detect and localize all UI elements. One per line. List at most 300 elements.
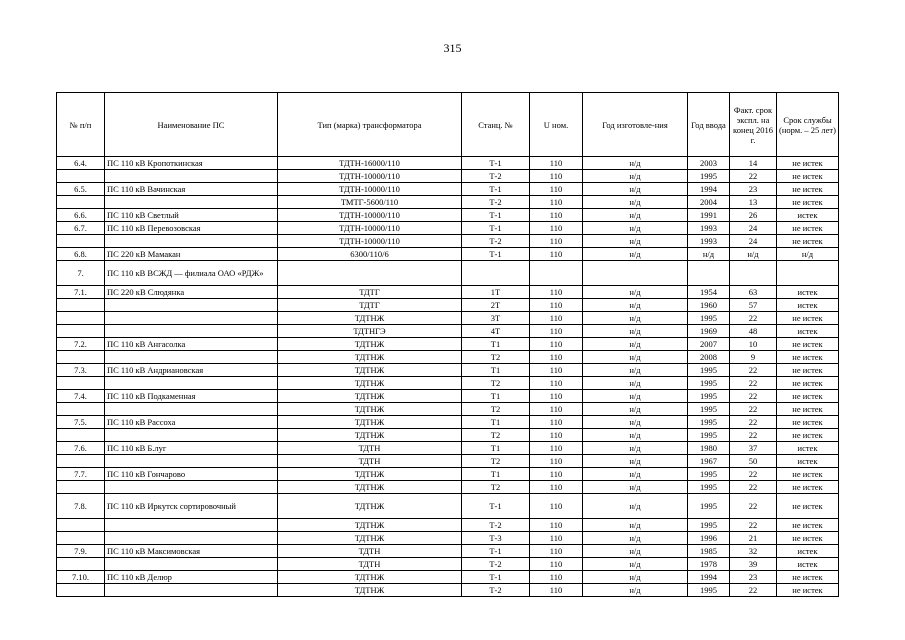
cell-commission-year: 1967 xyxy=(688,455,730,468)
table-row xyxy=(57,325,839,338)
cell-transformer-type: ТДТНЖ xyxy=(278,390,462,403)
cell-substation-name xyxy=(105,584,278,597)
cell-manufacture-year: н/д xyxy=(583,558,688,571)
cell-nominal-voltage: 110 xyxy=(530,286,583,299)
cell-substation-name: ПС 110 кВ Максимовская xyxy=(105,545,278,558)
cell-station-number: 3Т xyxy=(462,312,530,325)
cell-commission-year: 1993 xyxy=(688,222,730,235)
cell-manufacture-year: н/д xyxy=(583,455,688,468)
cell-actual-service-term: 24 xyxy=(730,222,777,235)
cell-transformer-type: ТДТНГЭ xyxy=(278,325,462,338)
cell-commission-year: 1969 xyxy=(688,325,730,338)
cell-manufacture-year: н/д xyxy=(583,338,688,351)
cell-manufacture-year: н/д xyxy=(583,157,688,170)
cell-service-life: не истек xyxy=(777,390,839,403)
cell-number: 6.4. xyxy=(57,157,105,170)
cell-actual-service-term: 22 xyxy=(730,481,777,494)
cell-nominal-voltage: 110 xyxy=(530,403,583,416)
table-row xyxy=(57,403,839,416)
cell-substation-name xyxy=(105,429,278,442)
table-row xyxy=(57,571,839,584)
cell-number: 7.2. xyxy=(57,338,105,351)
cell-station-number: Т1 xyxy=(462,416,530,429)
cell-commission-year: 1993 xyxy=(688,235,730,248)
cell-number xyxy=(57,532,105,545)
cell-number xyxy=(57,235,105,248)
cell-number xyxy=(57,170,105,183)
cell-substation-name xyxy=(105,312,278,325)
cell-substation-name xyxy=(105,377,278,390)
table-row xyxy=(57,170,839,183)
cell-substation-name: ПС 110 кВ Вачинская xyxy=(105,183,278,196)
cell-actual-service-term: 48 xyxy=(730,325,777,338)
table-row xyxy=(57,390,839,403)
cell-actual-service-term: 22 xyxy=(730,468,777,481)
cell-number xyxy=(57,481,105,494)
cell-commission-year: 1995 xyxy=(688,312,730,325)
cell-nominal-voltage: 110 xyxy=(530,157,583,170)
table-row xyxy=(57,455,839,468)
cell-service-life: не истек xyxy=(777,532,839,545)
table-row xyxy=(57,442,839,455)
cell-manufacture-year: н/д xyxy=(583,429,688,442)
cell-number xyxy=(57,403,105,416)
cell-service-life: не истек xyxy=(777,416,839,429)
cell-number xyxy=(57,377,105,390)
cell-nominal-voltage: 110 xyxy=(530,519,583,532)
header-transformer-type: Тип (марка) трансформатора xyxy=(278,93,462,157)
cell-transformer-type: ТДТНЖ xyxy=(278,338,462,351)
cell-number xyxy=(57,519,105,532)
cell-actual-service-term: 22 xyxy=(730,429,777,442)
cell-substation-name: ПС 110 кВ ВСЖД — филиала ОАО «РДЖ» xyxy=(105,261,278,286)
cell-transformer-type: ТДТНЖ xyxy=(278,571,462,584)
cell-transformer-type: ТДТГ xyxy=(278,286,462,299)
cell-number: 7.4. xyxy=(57,390,105,403)
cell-commission-year: 1995 xyxy=(688,364,730,377)
cell-commission-year: н/д xyxy=(688,248,730,261)
cell-service-life: истек xyxy=(777,455,839,468)
cell-nominal-voltage: 110 xyxy=(530,312,583,325)
cell-manufacture-year: н/д xyxy=(583,209,688,222)
cell-station-number: Т2 xyxy=(462,455,530,468)
cell-manufacture-year: н/д xyxy=(583,364,688,377)
cell-substation-name: ПС 110 кВ Гончарово xyxy=(105,468,278,481)
cell-commission-year: 1995 xyxy=(688,519,730,532)
cell-commission-year: 1995 xyxy=(688,416,730,429)
table-row xyxy=(57,248,839,261)
cell-number xyxy=(57,196,105,209)
table-row xyxy=(57,494,839,519)
cell-transformer-type: ТДТНЖ xyxy=(278,351,462,364)
cell-commission-year: 1995 xyxy=(688,494,730,519)
cell-service-life: не истек xyxy=(777,571,839,584)
cell-nominal-voltage: 110 xyxy=(530,209,583,222)
cell-actual-service-term: 39 xyxy=(730,558,777,571)
cell-commission-year: 1995 xyxy=(688,481,730,494)
cell-transformer-type: ТДТН-10000/110 xyxy=(278,170,462,183)
cell-substation-name: ПС 110 кВ Б.луг xyxy=(105,442,278,455)
cell-commission-year: 1994 xyxy=(688,183,730,196)
cell-nominal-voltage: 110 xyxy=(530,545,583,558)
cell-number: 7.3. xyxy=(57,364,105,377)
cell-manufacture-year: н/д xyxy=(583,377,688,390)
cell-nominal-voltage: 110 xyxy=(530,455,583,468)
cell-number: 7.7. xyxy=(57,468,105,481)
cell-station-number: 2Т xyxy=(462,299,530,312)
cell-nominal-voltage: 110 xyxy=(530,170,583,183)
cell-station-number: Т-1 xyxy=(462,157,530,170)
cell-service-life: истек xyxy=(777,545,839,558)
cell-substation-name: ПС 110 кВ Перевозовская xyxy=(105,222,278,235)
cell-actual-service-term: 22 xyxy=(730,170,777,183)
cell-actual-service-term: 22 xyxy=(730,403,777,416)
cell-service-life: не истек xyxy=(777,481,839,494)
cell-substation-name xyxy=(105,455,278,468)
page-number: 315 xyxy=(443,41,462,55)
cell-commission-year: 1980 xyxy=(688,442,730,455)
header-number: № п/п xyxy=(57,93,105,157)
cell-nominal-voltage: 110 xyxy=(530,364,583,377)
cell-number: 6.7. xyxy=(57,222,105,235)
cell-commission-year: 1954 xyxy=(688,286,730,299)
cell-actual-service-term xyxy=(730,261,777,286)
cell-transformer-type: ТДТНЖ xyxy=(278,468,462,481)
cell-transformer-type: ТМТГ-5600/110 xyxy=(278,196,462,209)
cell-actual-service-term: 14 xyxy=(730,157,777,170)
cell-service-life xyxy=(777,261,839,286)
table-row xyxy=(57,429,839,442)
header-service-life: Срок службы (норм. – 25 лет) xyxy=(777,93,839,157)
cell-manufacture-year: н/д xyxy=(583,248,688,261)
cell-manufacture-year: н/д xyxy=(583,584,688,597)
cell-number: 7.9. xyxy=(57,545,105,558)
header-substation-name: Наименование ПС xyxy=(105,93,278,157)
cell-nominal-voltage: 110 xyxy=(530,390,583,403)
cell-transformer-type: 6300/110/6 xyxy=(278,248,462,261)
cell-number xyxy=(57,558,105,571)
cell-commission-year: 2004 xyxy=(688,196,730,209)
cell-actual-service-term: 10 xyxy=(730,338,777,351)
cell-manufacture-year: н/д xyxy=(583,196,688,209)
cell-nominal-voltage: 110 xyxy=(530,235,583,248)
cell-station-number: Т2 xyxy=(462,351,530,364)
table-row xyxy=(57,196,839,209)
cell-transformer-type: ТДТН-10000/110 xyxy=(278,183,462,196)
cell-substation-name xyxy=(105,235,278,248)
cell-manufacture-year: н/д xyxy=(583,183,688,196)
cell-number: 7. xyxy=(57,261,105,286)
cell-transformer-type: ТДТНЖ xyxy=(278,312,462,325)
cell-substation-name: ПС 220 кВ Мамакан xyxy=(105,248,278,261)
table-row xyxy=(57,209,839,222)
cell-number xyxy=(57,351,105,364)
cell-number: 7.10. xyxy=(57,571,105,584)
cell-station-number: Т-1 xyxy=(462,183,530,196)
table-row xyxy=(57,222,839,235)
cell-nominal-voltage: 110 xyxy=(530,196,583,209)
cell-commission-year: 1995 xyxy=(688,377,730,390)
cell-service-life: истек xyxy=(777,325,839,338)
cell-nominal-voltage: 110 xyxy=(530,571,583,584)
cell-transformer-type xyxy=(278,261,462,286)
table-row xyxy=(57,481,839,494)
cell-actual-service-term: 37 xyxy=(730,442,777,455)
cell-number: 6.5. xyxy=(57,183,105,196)
cell-substation-name: ПС 110 кВ Ангасолка xyxy=(105,338,278,351)
cell-transformer-type: ТДТНЖ xyxy=(278,494,462,519)
table-row xyxy=(57,157,839,170)
table-row xyxy=(57,584,839,597)
cell-nominal-voltage: 110 xyxy=(530,584,583,597)
cell-manufacture-year: н/д xyxy=(583,299,688,312)
cell-station-number: Т2 xyxy=(462,403,530,416)
cell-manufacture-year: н/д xyxy=(583,494,688,519)
cell-station-number: Т-1 xyxy=(462,494,530,519)
cell-service-life: истек xyxy=(777,209,839,222)
cell-station-number: Т1 xyxy=(462,442,530,455)
cell-service-life: не истек xyxy=(777,235,839,248)
cell-actual-service-term: 22 xyxy=(730,312,777,325)
cell-actual-service-term: 9 xyxy=(730,351,777,364)
cell-substation-name xyxy=(105,299,278,312)
cell-service-life: не истек xyxy=(777,494,839,519)
cell-nominal-voltage: 110 xyxy=(530,494,583,519)
cell-service-life: не истек xyxy=(777,519,839,532)
table-row xyxy=(57,286,839,299)
table-row xyxy=(57,312,839,325)
cell-transformer-type: ТДТНЖ xyxy=(278,532,462,545)
cell-manufacture-year: н/д xyxy=(583,170,688,183)
cell-transformer-type: ТДТНЖ xyxy=(278,403,462,416)
cell-manufacture-year: н/д xyxy=(583,312,688,325)
cell-service-life: не истек xyxy=(777,364,839,377)
cell-service-life: истек xyxy=(777,558,839,571)
cell-nominal-voltage: 110 xyxy=(530,183,583,196)
table-row xyxy=(57,416,839,429)
cell-manufacture-year: н/д xyxy=(583,416,688,429)
cell-station-number: Т2 xyxy=(462,377,530,390)
cell-manufacture-year xyxy=(583,261,688,286)
cell-nominal-voltage: 110 xyxy=(530,377,583,390)
cell-substation-name xyxy=(105,325,278,338)
cell-commission-year: 1995 xyxy=(688,390,730,403)
cell-transformer-type: ТДТГ xyxy=(278,299,462,312)
cell-transformer-type: ТДТНЖ xyxy=(278,429,462,442)
cell-substation-name: ПС 110 кВ Андриановская xyxy=(105,364,278,377)
cell-nominal-voltage: 110 xyxy=(530,351,583,364)
cell-station-number: Т-1 xyxy=(462,222,530,235)
cell-substation-name: ПС 110 кВ Кропоткинская xyxy=(105,157,278,170)
table-row xyxy=(57,558,839,571)
cell-service-life: не истек xyxy=(777,312,839,325)
cell-commission-year: 1995 xyxy=(688,429,730,442)
cell-actual-service-term: н/д xyxy=(730,248,777,261)
cell-transformer-type: ТДТНЖ xyxy=(278,584,462,597)
cell-station-number: Т2 xyxy=(462,429,530,442)
cell-station-number: Т-2 xyxy=(462,558,530,571)
cell-nominal-voltage: 110 xyxy=(530,468,583,481)
cell-station-number: Т1 xyxy=(462,468,530,481)
cell-transformer-type: ТДТНЖ xyxy=(278,416,462,429)
cell-number: 7.8. xyxy=(57,494,105,519)
cell-substation-name xyxy=(105,481,278,494)
cell-nominal-voltage: 110 xyxy=(530,248,583,261)
table-row xyxy=(57,519,839,532)
cell-nominal-voltage: 110 xyxy=(530,558,583,571)
cell-station-number: Т-2 xyxy=(462,235,530,248)
cell-number xyxy=(57,429,105,442)
cell-station-number: Т1 xyxy=(462,338,530,351)
cell-commission-year: 1995 xyxy=(688,403,730,416)
cell-station-number: Т1 xyxy=(462,390,530,403)
cell-transformer-type: ТДТН xyxy=(278,442,462,455)
cell-service-life: не истек xyxy=(777,222,839,235)
cell-station-number: Т2 xyxy=(462,481,530,494)
cell-station-number: Т1 xyxy=(462,364,530,377)
cell-manufacture-year: н/д xyxy=(583,545,688,558)
cell-station-number: Т-2 xyxy=(462,170,530,183)
cell-substation-name xyxy=(105,196,278,209)
cell-substation-name xyxy=(105,170,278,183)
cell-manufacture-year: н/д xyxy=(583,519,688,532)
cell-substation-name xyxy=(105,403,278,416)
cell-station-number: Т-2 xyxy=(462,519,530,532)
cell-actual-service-term: 22 xyxy=(730,390,777,403)
cell-station-number: Т-1 xyxy=(462,545,530,558)
cell-transformer-type: ТДТНЖ xyxy=(278,377,462,390)
table-header-row xyxy=(57,93,839,157)
cell-actual-service-term: 23 xyxy=(730,183,777,196)
cell-transformer-type: ТДТН-10000/110 xyxy=(278,209,462,222)
cell-manufacture-year: н/д xyxy=(583,403,688,416)
cell-nominal-voltage: 110 xyxy=(530,325,583,338)
table-row xyxy=(57,545,839,558)
cell-transformer-type: ТДТН-10000/110 xyxy=(278,222,462,235)
cell-substation-name xyxy=(105,351,278,364)
cell-actual-service-term: 22 xyxy=(730,416,777,429)
cell-manufacture-year: н/д xyxy=(583,351,688,364)
cell-substation-name: ПС 110 кВ Подкаменная xyxy=(105,390,278,403)
cell-service-life: не истек xyxy=(777,403,839,416)
cell-commission-year: 1985 xyxy=(688,545,730,558)
cell-transformer-type: ТДТНЖ xyxy=(278,364,462,377)
cell-nominal-voltage xyxy=(530,261,583,286)
table-row xyxy=(57,338,839,351)
cell-substation-name xyxy=(105,519,278,532)
table-row xyxy=(57,261,839,286)
cell-service-life: не истек xyxy=(777,351,839,364)
cell-number xyxy=(57,312,105,325)
cell-service-life: не истек xyxy=(777,183,839,196)
cell-station-number: Т-3 xyxy=(462,532,530,545)
cell-service-life: истек xyxy=(777,299,839,312)
cell-actual-service-term: 22 xyxy=(730,377,777,390)
cell-service-life: не истек xyxy=(777,157,839,170)
cell-actual-service-term: 13 xyxy=(730,196,777,209)
cell-substation-name xyxy=(105,558,278,571)
cell-nominal-voltage: 110 xyxy=(530,222,583,235)
cell-service-life: не истек xyxy=(777,429,839,442)
cell-service-life: не истек xyxy=(777,338,839,351)
cell-transformer-type: ТДТН-16000/110 xyxy=(278,157,462,170)
cell-station-number: Т-2 xyxy=(462,584,530,597)
cell-nominal-voltage: 110 xyxy=(530,338,583,351)
cell-actual-service-term: 26 xyxy=(730,209,777,222)
cell-manufacture-year: н/д xyxy=(583,390,688,403)
cell-commission-year: 1996 xyxy=(688,532,730,545)
cell-actual-service-term: 63 xyxy=(730,286,777,299)
cell-actual-service-term: 57 xyxy=(730,299,777,312)
cell-nominal-voltage: 110 xyxy=(530,416,583,429)
cell-commission-year xyxy=(688,261,730,286)
cell-actual-service-term: 24 xyxy=(730,235,777,248)
cell-commission-year: 1995 xyxy=(688,170,730,183)
header-nominal-voltage: U ном. xyxy=(530,93,583,157)
cell-service-life: не истек xyxy=(777,170,839,183)
cell-manufacture-year: н/д xyxy=(583,325,688,338)
header-manufacture-year: Год изготовле-ния xyxy=(583,93,688,157)
table-row xyxy=(57,351,839,364)
cell-number: 6.8. xyxy=(57,248,105,261)
table-row xyxy=(57,377,839,390)
cell-manufacture-year: н/д xyxy=(583,235,688,248)
table-body xyxy=(57,157,839,597)
cell-actual-service-term: 50 xyxy=(730,455,777,468)
cell-station-number: Т-1 xyxy=(462,248,530,261)
cell-substation-name: ПС 110 кВ Делюр xyxy=(105,571,278,584)
cell-substation-name xyxy=(105,532,278,545)
cell-number: 7.1. xyxy=(57,286,105,299)
cell-actual-service-term: 32 xyxy=(730,545,777,558)
cell-manufacture-year: н/д xyxy=(583,442,688,455)
cell-manufacture-year: н/д xyxy=(583,532,688,545)
transformer-table xyxy=(56,92,839,597)
cell-service-life: не истек xyxy=(777,377,839,390)
cell-service-life: не истек xyxy=(777,584,839,597)
cell-transformer-type: ТДТН xyxy=(278,558,462,571)
cell-number xyxy=(57,584,105,597)
cell-actual-service-term: 21 xyxy=(730,532,777,545)
cell-station-number: Т-2 xyxy=(462,196,530,209)
cell-service-life: истек xyxy=(777,286,839,299)
cell-substation-name: ПС 220 кВ Слюдянка xyxy=(105,286,278,299)
cell-transformer-type: ТДТН-10000/110 xyxy=(278,235,462,248)
cell-number xyxy=(57,299,105,312)
cell-number: 7.5. xyxy=(57,416,105,429)
cell-number xyxy=(57,455,105,468)
cell-manufacture-year: н/д xyxy=(583,222,688,235)
cell-nominal-voltage: 110 xyxy=(530,442,583,455)
cell-commission-year: 1994 xyxy=(688,571,730,584)
cell-number xyxy=(57,325,105,338)
cell-commission-year: 1960 xyxy=(688,299,730,312)
cell-actual-service-term: 22 xyxy=(730,364,777,377)
table-row xyxy=(57,183,839,196)
cell-commission-year: 1978 xyxy=(688,558,730,571)
cell-number: 7.6. xyxy=(57,442,105,455)
cell-nominal-voltage: 110 xyxy=(530,532,583,545)
cell-nominal-voltage: 110 xyxy=(530,481,583,494)
cell-commission-year: 1995 xyxy=(688,468,730,481)
cell-manufacture-year: н/д xyxy=(583,481,688,494)
cell-manufacture-year: н/д xyxy=(583,468,688,481)
cell-commission-year: 1991 xyxy=(688,209,730,222)
cell-transformer-type: ТДТН xyxy=(278,545,462,558)
cell-nominal-voltage: 110 xyxy=(530,299,583,312)
cell-actual-service-term: 22 xyxy=(730,519,777,532)
cell-substation-name: ПС 110 кВ Рассоха xyxy=(105,416,278,429)
